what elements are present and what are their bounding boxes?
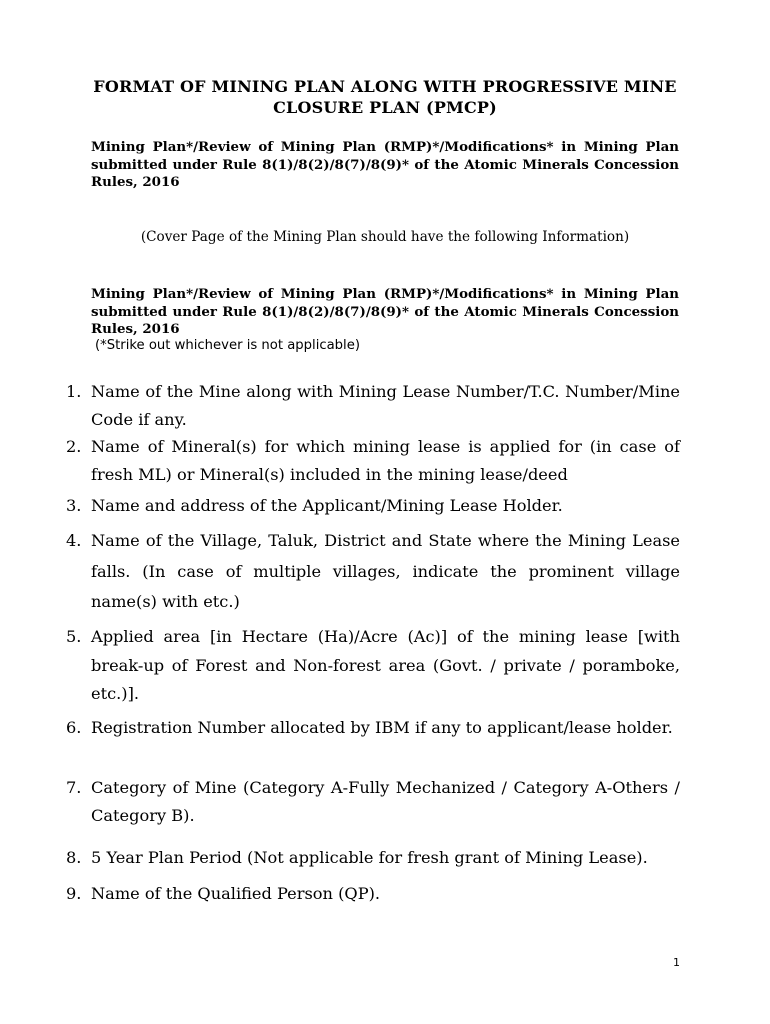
list-item-number: 7.: [66, 778, 82, 797]
list-item: [66, 714, 680, 742]
list-item-text: Name of Mineral(s) for which mining lease is applied for (in case of fresh ML) or Mineral(s) included in the mining lease/deed: [91, 437, 680, 484]
list-item-number: 5.: [66, 627, 82, 646]
list-item-number: 9.: [66, 884, 82, 903]
list-item-number: 4.: [66, 531, 82, 550]
list-item: [66, 774, 680, 830]
list-item-text: Name of the Mine along with Mining Lease Number/T.C. Number/Mine Code if any.: [91, 382, 680, 429]
strike-out-note: (*Strike out whichever is not applicable): [95, 338, 360, 353]
list-item: [66, 844, 680, 872]
list-item-text: Name and address of the Applicant/Mining Lease Holder.: [91, 496, 563, 515]
list-item: [66, 880, 680, 908]
document-title: FORMAT OF MINING PLAN ALONG WITH PROGRESSIVE MINE CLOSURE PLAN (PMCP): [93, 77, 677, 117]
list-item-text: Registration Number allocated by IBM if any to applicant/lease holder.: [91, 718, 673, 737]
list-item-text: 5 Year Plan Period (Not applicable for fresh grant of Mining Lease).: [91, 848, 648, 867]
list-item-number: 2.: [66, 437, 82, 456]
list-item-text: Name of the Village, Taluk, District and State where the Mining Lease falls. (In case of multiple villages, indicate the prominent village name(s) with etc.): [91, 531, 680, 611]
intro-paragraph-second: Mining Plan*/Review of Mining Plan (RMP)*/Modifications* in Mining Plan submitted under Rule 8(1)/8(2)/8(7)/8(9)* of the Atomic Minerals Concession Rules, 2016: [91, 286, 679, 337]
list-item-number: 6.: [66, 718, 82, 737]
list-item: [66, 433, 680, 489]
cover-page-note: (Cover Page of the Mining Plan should have the following Information): [140, 229, 630, 245]
intro-paragraph-first: Mining Plan*/Review of Mining Plan (RMP)*/Modifications* in Mining Plan submitted under Rule 8(1)/8(2)/8(7)/8(9)* of the Atomic Minerals Concession Rules, 2016: [91, 139, 679, 190]
list-item-number: 3.: [66, 496, 82, 515]
list-item-text: Category of Mine (Category A-Fully Mechanized / Category A-Others / Category B).: [91, 778, 680, 825]
list-item: [66, 623, 680, 709]
list-item: [66, 492, 680, 520]
page-number: 1: [673, 956, 680, 969]
list-item-number: 8.: [66, 848, 82, 867]
list-item-text: Applied area [in Hectare (Ha)/Acre (Ac)] of the mining lease [with break-up of Forest and Non-forest area (Govt. / private / poramboke, etc.)].: [91, 627, 680, 703]
list-item: [66, 378, 680, 434]
list-item: [66, 526, 680, 618]
list-item-number: 1.: [66, 382, 82, 401]
list-item-text: Name of the Qualified Person (QP).: [91, 884, 381, 903]
